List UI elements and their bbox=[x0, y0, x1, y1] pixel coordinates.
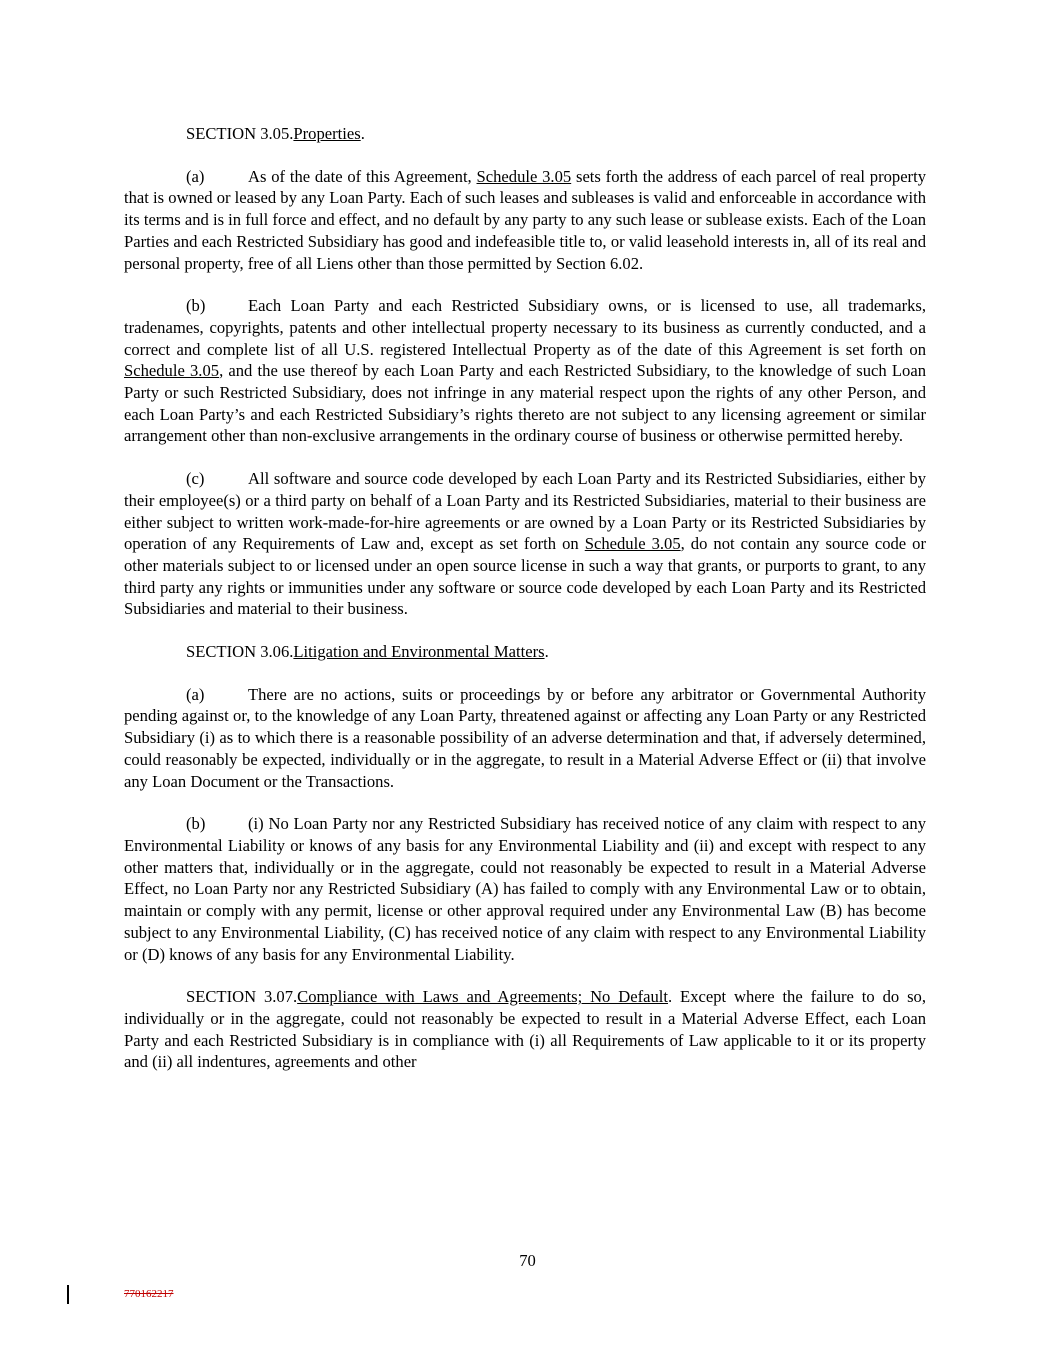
paragraph-3-05-c bbox=[124, 468, 926, 620]
page-number: 70 bbox=[519, 1251, 536, 1270]
section-title: Properties bbox=[293, 124, 361, 143]
paragraph-text: There are no actions, suits or proceedings by or before any arbitrator or Governmental Authority pending against or, to the knowledge of any Loan Party, threatened against or affecting any Loan Party or any Restricted Subsidiary (i) as to which there is a reasonable possibility of an adverse determination and that, if adversely determined, could reasonably be expected, individually or in the aggregate, to result in a Material Adverse Effect or (ii) that involve any Loan Document or the Transactions. bbox=[124, 684, 926, 791]
schedule-reference: Schedule 3.05 bbox=[124, 361, 220, 381]
paragraph-3-05-a bbox=[124, 166, 926, 275]
paragraph-3-06-b bbox=[124, 813, 926, 965]
paragraph-text: , and the use thereof by each Loan Party and each Restricted Subsidiary, to the knowledge of such Loan Party or such Restricted Subsidiary, does not infringe in any material respect upon the rights of any other Person, and each Loan Party’s and each Restricted Subsidiary’s rights thereto are not subject to any licensing agreement or similar arrangement other than non-exclusive arrangements in the ordinary course of business or otherwise permitted hereby. bbox=[124, 361, 926, 446]
paragraph-3-05-b bbox=[124, 295, 926, 447]
section-3-07-paragraph bbox=[124, 986, 926, 1073]
paragraph-label: (a) bbox=[186, 166, 205, 186]
paragraph-3-06-a bbox=[124, 684, 926, 793]
paragraph-text: (i) No Loan Party nor any Restricted Subsidiary has received notice of any claim with respect to any Environmental Liability or knows of any basis for any Environmental Liability and (ii) and except with respect to any other matters that, individually or in the aggregate, could not reasonably be expected to result in a Material Adverse Effect, no Loan Party nor any Restricted Subsidiary (A) has failed to comply with any Environmental Law or to obtain, maintain or comply with any permit, license or other approval required under any Environmental Law (B) has become subject to any Environmental Liability, (C) has received notice of any claim with respect to any Environmental Liability or (D) knows of any basis for any Environmental Liability. bbox=[124, 814, 926, 964]
paragraph-label: (a) bbox=[186, 684, 205, 704]
paragraph-label: (c) bbox=[186, 469, 205, 489]
paragraph-text: sets forth the address of each parcel of real property that is owned or leased by any Loan Party. Each of such leases and subleases is valid and enforceable in accordance with its terms and is in full force and effect, and no default by any party to any such lease or sublease exists. Each of the Loan Parties and each Restricted Subsidiary has good and indefeasible title to, or valid leasehold interests in, all of its real and personal property, free of all Liens other than those permitted by Section 6.02. bbox=[124, 166, 926, 273]
document-id: 770162217 bbox=[124, 1288, 174, 1300]
section-title-period: . bbox=[544, 642, 549, 662]
revision-change-bar bbox=[67, 1285, 69, 1304]
section-3-06-heading bbox=[124, 641, 926, 663]
section-title: Litigation and Environmental Matters bbox=[293, 642, 545, 662]
section-number: SECTION 3.07. bbox=[186, 987, 298, 1007]
paragraph-text: Each Loan Party and each Restricted Subsidiary owns, or is licensed to use, all trademarks, tradenames, copyrights, patents and other intellectual property necessary to its business as currently conducted, and a correct and complete list of all U.S. registered Intellectual Property as of the date of this Agreement is set forth on bbox=[124, 296, 926, 359]
paragraph-text: . Except where the failure to do so, individually or in the aggregate, could not reasonably be expected to result in a Material Adverse Effect, each Loan Party and each Restricted Subsidiary is in compliance with (i) all Requirements of Law applicable to it or its property and (ii) all indentures, agreements and other bbox=[124, 987, 926, 1072]
paragraph-label: (b) bbox=[186, 814, 206, 834]
paragraph-text: As of the date of this Agreement, bbox=[248, 166, 477, 186]
section-title: Compliance with Laws and Agreements; No Default bbox=[297, 987, 669, 1007]
section-number: SECTION 3.06. bbox=[186, 642, 294, 662]
paragraph-text: All software and source code developed by each Loan Party and its Restricted Subsidiaries, either by their employee(s) or a third party on behalf of a Loan Party and its Restricted Subsidiaries, material to their business are either subject to written work-made-for-hire agreements or are owned by a Loan Party or its Restricted Subsidiaries by operation of any Requirements of Law and, except as set forth on bbox=[124, 469, 926, 554]
section-number: SECTION 3.05. bbox=[186, 124, 294, 143]
paragraph-text: , do not contain any source code or other materials subject to or licensed under an open source license in such a way that grants, or purports to grant, to any third party any rights or immunities under any software or source code developed by each Loan Party and its Restricted Subsidiaries and material to their business. bbox=[124, 534, 926, 619]
paragraph-label: (b) bbox=[186, 296, 206, 316]
document-body bbox=[124, 123, 926, 1094]
schedule-reference: Schedule 3.05 bbox=[584, 534, 681, 554]
section-title-period: . bbox=[360, 124, 365, 143]
schedule-reference: Schedule 3.05 bbox=[476, 166, 572, 186]
section-3-05-heading bbox=[124, 123, 926, 145]
